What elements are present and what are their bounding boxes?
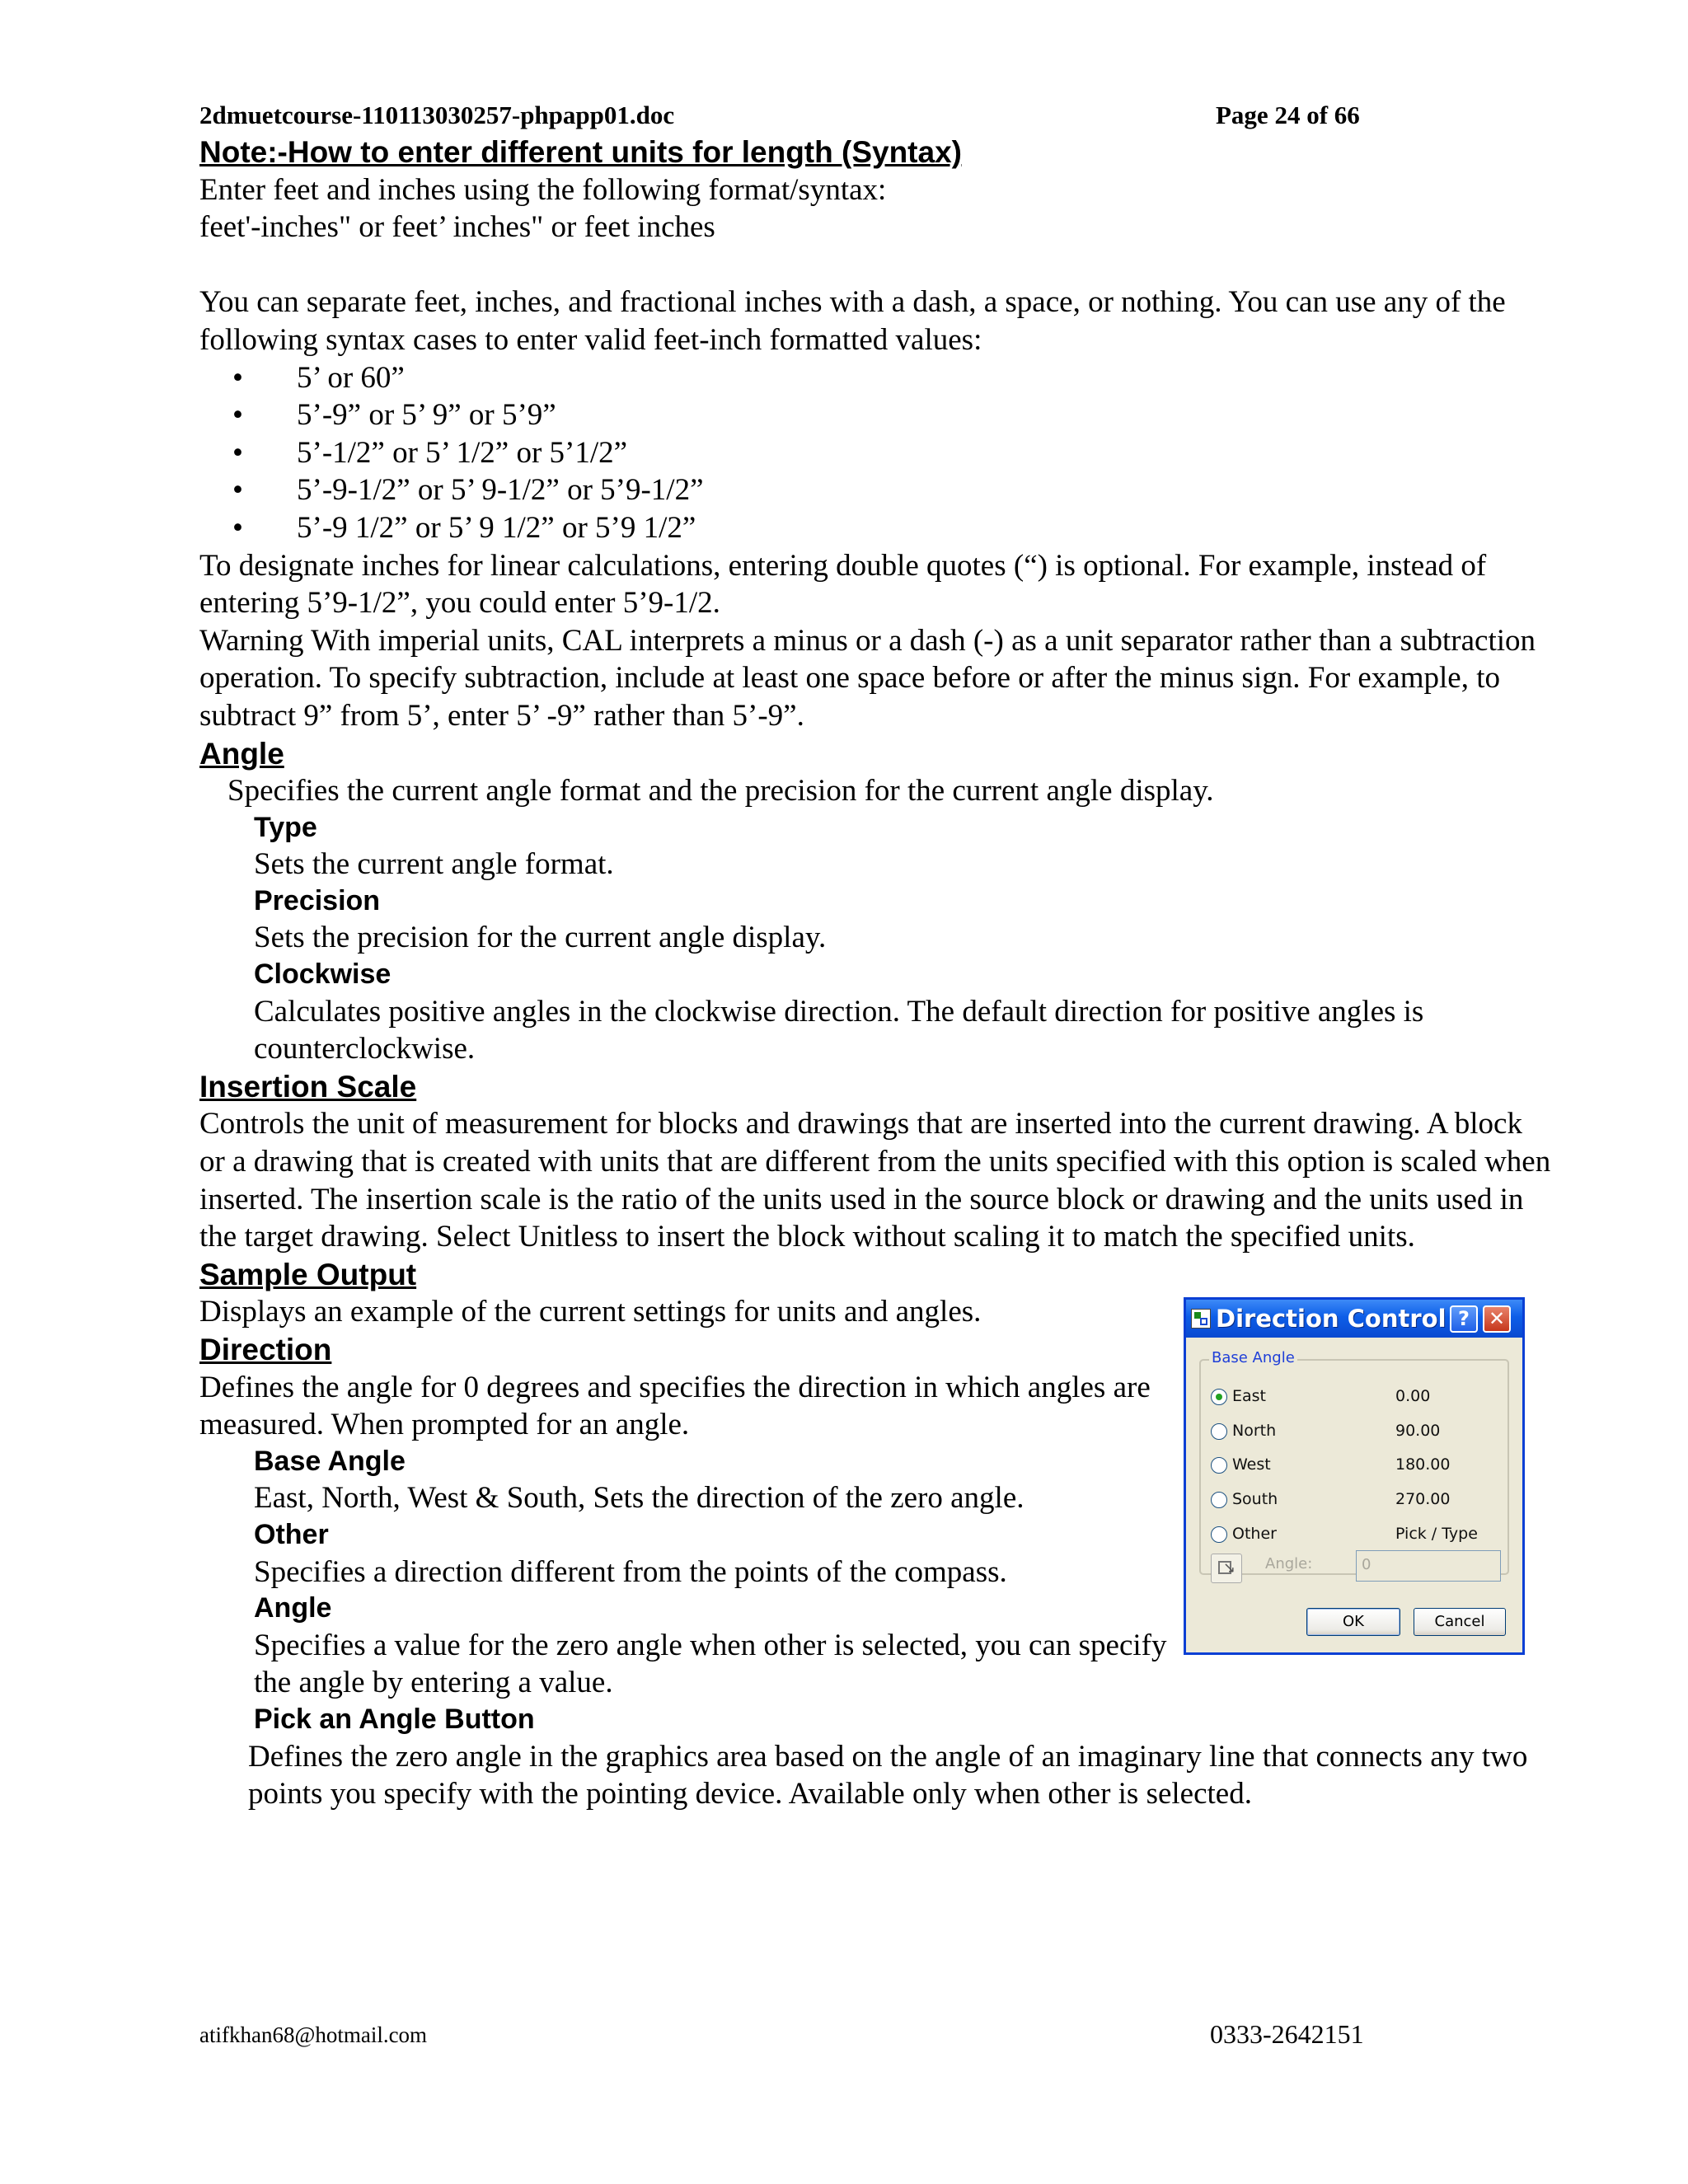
list-item: • 5’ or 60”	[232, 360, 405, 395]
note-line-2: feet'-inches" or feet’ inches" or feet inches	[199, 210, 715, 245]
angle-input[interactable]: 0	[1356, 1550, 1501, 1582]
base-angle-description: East, North, West & South, Sets the direction of the zero angle.	[254, 1481, 1025, 1516]
header-page-number: Page 24 of 66	[1216, 101, 1360, 129]
base-angle-group-label: Base Angle	[1209, 1349, 1297, 1366]
angle-description: Specifies the current angle format and the precision for the current angle display.	[227, 774, 1214, 808]
pick-angle-heading: Pick an Angle Button	[254, 1703, 535, 1735]
insertion-scale-description: Controls the unit of measurement for blocks and drawings that are inserted into the current drawing. A block or a drawing that is created with units that are different from the units specified with this option is scaled when inserted. The insertion scale is the ratio of the units used in the source block or drawing and the units used in the target drawing. Select Unitless to insert the block without scaling it to match the specified units.	[199, 1107, 1551, 1254]
note-line-1: Enter feet and inches using the following format/syntax:	[199, 172, 887, 207]
list-item: • 5’-9 1/2” or 5’ 9 1/2” or 5’9 1/2”	[232, 510, 696, 545]
clockwise-heading: Clockwise	[254, 958, 392, 991]
app-icon	[1191, 1309, 1211, 1329]
list-item: • 5’-9” or 5’ 9” or 5’9”	[232, 398, 556, 433]
sample-output-description: Displays an example of the current settings for units and angles.	[199, 1295, 982, 1329]
radio-button-icon[interactable]	[1211, 1526, 1227, 1543]
type-heading: Type	[254, 811, 317, 843]
syntax-list	[199, 359, 1551, 547]
pick-angle-description: Defines the zero angle in the graphics area based on the angle of an imaginary line that connects any two points you specify with the pointing device. Available only when other is selected.	[248, 1739, 1528, 1811]
radio-button-icon[interactable]	[1211, 1492, 1227, 1508]
other-description: Specifies a direction different from the points of the compass.	[254, 1554, 1007, 1589]
note-paragraph: You can separate feet, inches, and fractional inches with a dash, a space, or nothing. You can use any of the following syntax cases to enter valid feet-inch formatted values:	[199, 285, 1506, 357]
direction-heading: Direction	[199, 1333, 332, 1366]
footer-email: atifkhan68@hotmail.com	[199, 2022, 428, 2047]
designate-paragraph: To designate inches for linear calculations, entering double quotes (“) is optional. For example, instead of entering 5’9-1/2”, you could enter 5’9-1/2.	[199, 548, 1487, 621]
insertion-scale-heading: Insertion Scale	[199, 1069, 417, 1104]
base-angle-heading: Base Angle	[254, 1445, 406, 1477]
clockwise-description: Calculates positive angles in the clockwise direction. The default direction for positive angles is counterclockwise.	[254, 994, 1424, 1066]
dialog-title-bar	[1186, 1300, 1522, 1338]
radio-button-icon[interactable]	[1211, 1389, 1227, 1405]
direction-control-dialog: Direction Control ? ✕ Base Angle East 0.00 North 90.00 West 180.00 South 270.00 Other Pick / Type ↘ Angle: 0 OK Cancel	[1184, 1297, 1525, 1655]
note-heading: Note:-How to enter different units for length (Syntax)	[199, 135, 962, 169]
ok-button[interactable]: OK	[1306, 1608, 1400, 1636]
blank-line	[199, 246, 1551, 284]
radio-button-icon[interactable]	[1211, 1423, 1227, 1440]
type-description: Sets the current angle format.	[254, 847, 614, 882]
sample-output-heading: Sample Output	[199, 1257, 417, 1291]
precision-description: Sets the precision for the current angle display.	[254, 921, 827, 955]
radio-button-icon[interactable]	[1211, 1457, 1227, 1474]
help-button[interactable]: ?	[1450, 1305, 1478, 1333]
dialog-title: Direction Control	[1216, 1305, 1447, 1333]
angle-sub-heading: Angle	[254, 1592, 332, 1624]
precision-heading: Precision	[254, 884, 381, 916]
warning-paragraph: Warning With imperial units, CAL interprets a minus or a dash (-) as a unit separator rather than a subtraction operation. To specify subtraction, include at least one space before or after the minus sign. For example, to subtract 9” from 5’, enter 5’ -9” rather than 5’-9”.	[199, 623, 1536, 733]
close-button[interactable]: ✕	[1483, 1305, 1511, 1333]
angle-sub-description: Specifies a value for the zero angle when other is selected, you can specify the angle by entering a value.	[254, 1628, 1167, 1700]
pick-angle-button[interactable]	[1211, 1554, 1242, 1583]
direction-description: Defines the angle for 0 degrees and specifies the direction in which angles are measured. When prompted for an angle.	[199, 1370, 1151, 1442]
angle-heading: Angle	[199, 736, 284, 771]
header-filename: 2dmuetcourse-110113030257-phpapp01.doc	[199, 101, 675, 129]
other-heading: Other	[254, 1518, 329, 1550]
angle-field-label: Angle:	[1265, 1555, 1313, 1572]
footer-phone: 0333-2642151	[1210, 2019, 1364, 2049]
list-item: • 5’-9-1/2” or 5’ 9-1/2” or 5’9-1/2”	[232, 473, 704, 508]
cancel-button[interactable]: Cancel	[1414, 1608, 1506, 1636]
list-item: • 5’-1/2” or 5’ 1/2” or 5’1/2”	[232, 435, 628, 470]
